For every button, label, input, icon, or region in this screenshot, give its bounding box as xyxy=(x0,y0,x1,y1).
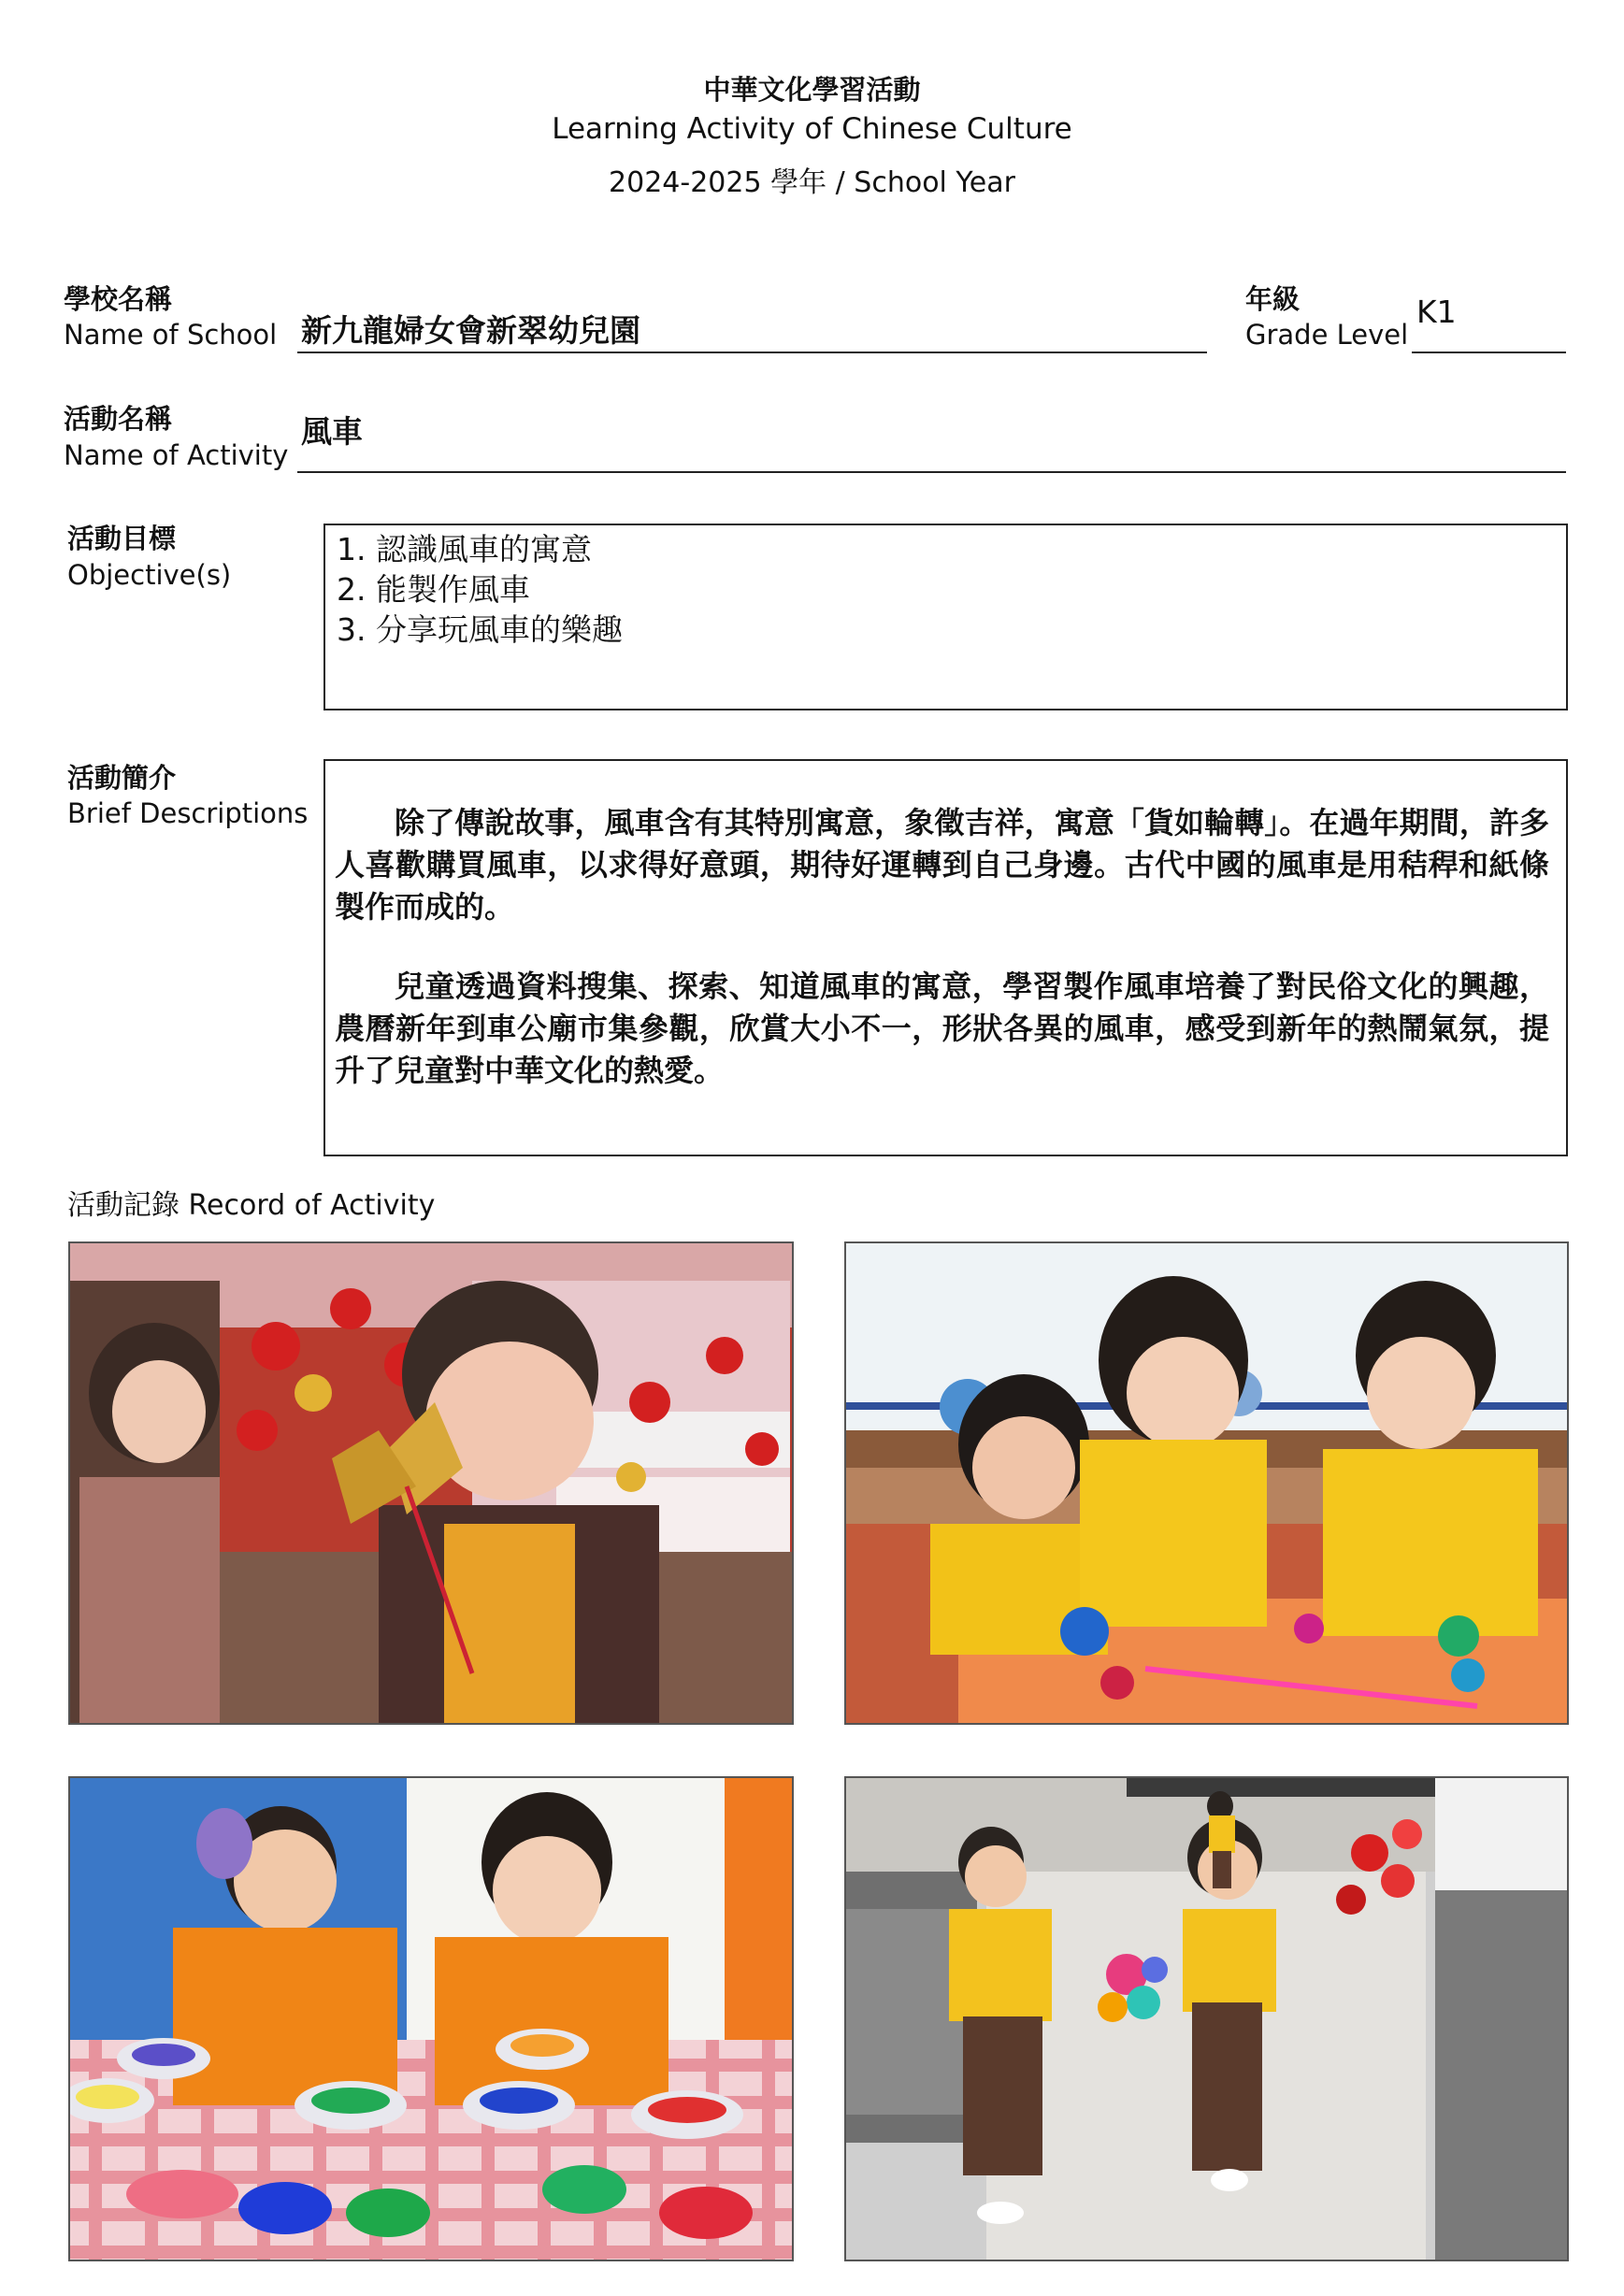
photo-painting xyxy=(68,1776,794,2261)
grade-underline xyxy=(1412,352,1566,353)
record-label: 活動記錄 Record of Activity xyxy=(67,1189,436,1222)
title-en: Learning Activity of Chinese Culture xyxy=(552,112,1072,146)
objective-item: 1. 認識風車的寓意 xyxy=(337,531,592,567)
photo-making-pinwheels xyxy=(844,1241,1569,1725)
school-name-underline xyxy=(297,352,1207,353)
school-year: 2024-2025 學年 / School Year xyxy=(609,166,1015,199)
school-label-zh: 學校名稱 xyxy=(64,283,173,315)
description-paragraph: 除了傳說故事，風車含有其特別寓意，象徵吉祥，寓意「貨如輪轉」。在過年期間，許多人喜歡購買風車，以求得好意頭，期待好運轉到自己身邊。古代中國的風車是用秸稈和紙條製作而成的。 xyxy=(335,805,1549,925)
objective-item: 3. 分享玩風車的樂趣 xyxy=(337,611,623,648)
activity-name-value: 風車 xyxy=(301,413,363,450)
description-box xyxy=(323,759,1568,1156)
activity-label-zh: 活動名稱 xyxy=(64,403,173,435)
grade-value: K1 xyxy=(1416,294,1457,330)
description-label-zh: 活動簡介 xyxy=(67,762,177,794)
activity-underline xyxy=(297,471,1566,473)
description-paragraph: 兒童透過資料搜集、探索、知道風車的寓意，學習製作風車培養了對民俗文化的興趣，農曆新年到車公廟市集參觀，欣賞大小不一，形狀各異的風車，感受到新年的熱鬧氣氛，提升了兒童對中華文化的熱愛。 xyxy=(335,969,1549,1088)
photo-running-pinwheels xyxy=(844,1776,1569,2261)
objectives-box xyxy=(323,524,1568,710)
objectives-label-zh: 活動目標 xyxy=(67,523,177,554)
objective-item: 2. 能製作風車 xyxy=(337,571,530,608)
objectives-label-en: Objective(s) xyxy=(67,559,232,591)
activity-label-en: Name of Activity xyxy=(64,439,289,471)
photo-market-pinwheels xyxy=(68,1241,794,1725)
school-name-value: 新九龍婦女會新翠幼兒園 xyxy=(301,312,640,349)
grade-label-en: Grade Level xyxy=(1245,319,1409,351)
description-label-en: Brief Descriptions xyxy=(67,797,309,829)
grade-label-zh: 年級 xyxy=(1245,283,1301,315)
school-label-en: Name of School xyxy=(64,319,278,351)
title-zh: 中華文化學習活動 xyxy=(703,74,921,106)
